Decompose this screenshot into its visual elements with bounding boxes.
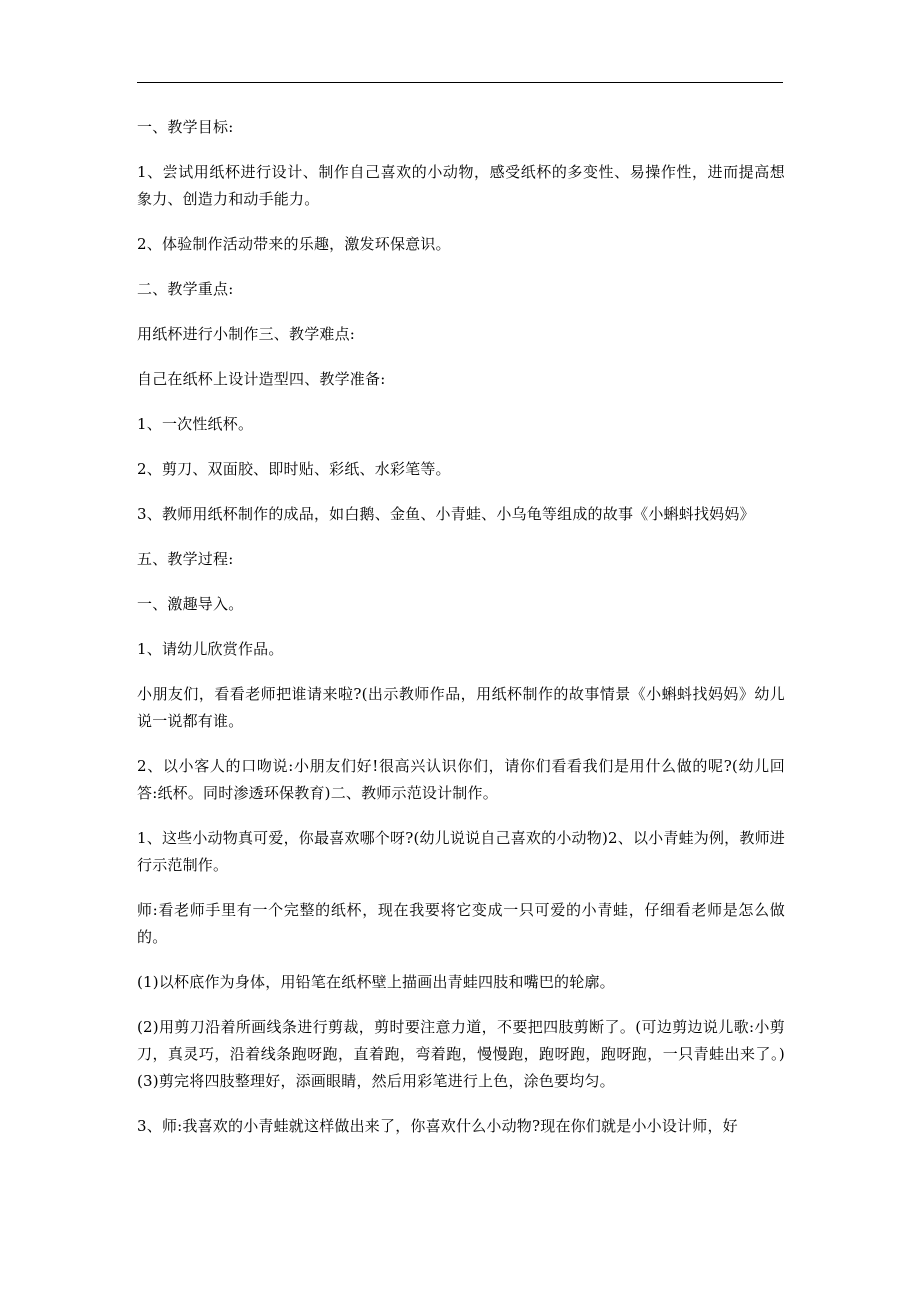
paragraph: 1、尝试用纸杯进行设计、制作自己喜欢的小动物，感受纸杯的多变性、易操作性，进而提高想象力、创造力和动手能力。 <box>137 163 785 208</box>
paragraph: 1、这些小动物真可爱，你最喜欢哪个呀?(幼儿说说自己喜欢的小动物)2、以小青蛙为例，教师进行示范制作。 <box>137 829 785 874</box>
paragraph: 用纸杯进行小制作三、教学难点: <box>137 325 356 343</box>
step-item: (1)以杯底作为身体，用铅笔在纸杯壁上描画出青蛙四肢和嘴巴的轮廓。 <box>137 973 615 991</box>
paragraph: 小朋友们，看看老师把谁请来啦?(出示教师作品，用纸杯制作的故事情景《小蝌蚪找妈妈》幼儿说一说都有谁。 <box>137 685 785 730</box>
document-body <box>137 114 785 1158</box>
paragraph: 师:看老师手里有一个完整的纸杯，现在我要将它变成一只可爱的小青蛙，仔细看老师是怎么做的。 <box>137 901 785 946</box>
paragraph: 2、以小客人的口吻说:小朋友们好!很高兴认识你们，请你们看看我们是用什么做的呢?(幼儿回答:纸杯。同时渗透环保教育)二、教师示范设计制作。 <box>137 757 785 802</box>
paragraph: 自己在纸杯上设计造型四、教学准备: <box>137 370 386 388</box>
section-heading-objectives: 一、教学目标: <box>137 118 234 136</box>
list-item: 3、教师用纸杯制作的成品，如白鹅、金鱼、小青蛙、小乌龟等组成的故事《小蝌蚪找妈妈》 <box>137 505 755 523</box>
list-item: 1、请幼儿欣赏作品。 <box>137 640 284 658</box>
list-item: 1、一次性纸杯。 <box>137 415 254 433</box>
step-item: (2)用剪刀沿着所画线条进行剪裁，剪时要注意力道，不要把四肢剪断了。(可边剪边说儿歌:小剪刀，真灵巧，沿着线条跑呀跑，直着跑，弯着跑，慢慢跑，跑呀跑，跑呀跑，一只青蛙出来了。)(3)剪完将四肢整理好，添画眼睛，然后用彩笔进行上色，涂色要均匀。 <box>137 1018 785 1090</box>
section-heading-process: 五、教学过程: <box>137 550 234 568</box>
subsection-heading: 一、激趣导入。 <box>137 595 244 613</box>
section-heading-key-points: 二、教学重点: <box>137 280 234 298</box>
paragraph: 2、体验制作活动带来的乐趣，激发环保意识。 <box>137 235 451 253</box>
list-item: 2、剪刀、双面胶、即时贴、彩纸、水彩笔等。 <box>137 460 451 478</box>
header-rule <box>137 82 783 83</box>
paragraph: 3、师:我喜欢的小青蛙就这样做出来了，你喜欢什么小动物?现在你们就是小小设计师，好 <box>137 1117 738 1135</box>
